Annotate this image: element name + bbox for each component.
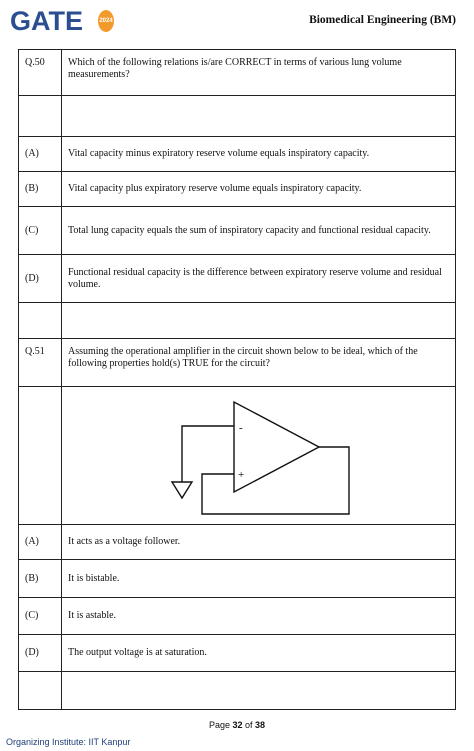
total-pages: 38 — [255, 720, 266, 730]
spacer-row — [19, 672, 456, 710]
option-text: Total lung capacity equals the sum of inspiratory capacity and functional residual capacity. — [62, 207, 456, 255]
option-text: The output voltage is at saturation. — [62, 635, 456, 672]
subject-title: Biomedical Engineering (BM) — [309, 14, 456, 26]
ground-symbol — [172, 482, 192, 498]
page-of: of — [242, 720, 256, 730]
current-page: 32 — [232, 720, 243, 730]
option-row — [19, 525, 456, 560]
option-label: (C) — [19, 598, 62, 635]
question-number: Q.51 — [19, 339, 62, 387]
circuit-cell — [62, 387, 456, 525]
opamp-triangle — [234, 402, 319, 492]
gate-logo: GATE — [10, 6, 83, 36]
option-row — [19, 172, 456, 207]
spacer-row — [19, 96, 456, 137]
output-feedback-wire — [202, 447, 349, 514]
organizing-institute: Organizing Institute: IIT Kanpur — [6, 737, 131, 747]
opamp-circuit-diagram — [62, 387, 456, 524]
spacer-row — [19, 303, 456, 339]
option-label: (A) — [19, 525, 62, 560]
page-header — [0, 0, 474, 48]
logo-badge: 2024 — [98, 10, 114, 32]
option-label: (B) — [19, 172, 62, 207]
option-row — [19, 598, 456, 635]
option-label: (B) — [19, 560, 62, 598]
option-text: Vital capacity plus expiratory reserve volume equals inspiratory capacity. — [62, 172, 456, 207]
question-text: Which of the following relations is/are CORRECT in terms of various lung volume measurements? — [62, 50, 456, 96]
page-number — [0, 720, 474, 730]
option-text: It is astable. — [62, 598, 456, 635]
minus-sign: - — [239, 422, 243, 434]
plus-sign: + — [238, 469, 245, 481]
option-label: (D) — [19, 635, 62, 672]
option-row — [19, 255, 456, 303]
option-text: It acts as a voltage follower. — [62, 525, 456, 560]
option-row — [19, 560, 456, 598]
question-text: Assuming the operational amplifier in the circuit shown below to be ideal, which of the following properties hold(s) TRUE for the circuit? — [62, 339, 456, 387]
option-text: It is bistable. — [62, 560, 456, 598]
option-label: (C) — [19, 207, 62, 255]
option-row — [19, 207, 456, 255]
circuit-row — [19, 387, 456, 525]
option-label: (A) — [19, 137, 62, 172]
option-text: Functional residual capacity is the difference between expiratory reserve volume and residual volume. — [62, 255, 456, 303]
question-number: Q.50 — [19, 50, 62, 96]
option-row — [19, 635, 456, 672]
question-row — [19, 50, 456, 96]
option-row — [19, 137, 456, 172]
option-label: (D) — [19, 255, 62, 303]
question-table — [18, 49, 456, 710]
page-prefix: Page — [208, 720, 233, 730]
option-text: Vital capacity minus expiratory reserve volume equals inspiratory capacity. — [62, 137, 456, 172]
question-row — [19, 339, 456, 387]
